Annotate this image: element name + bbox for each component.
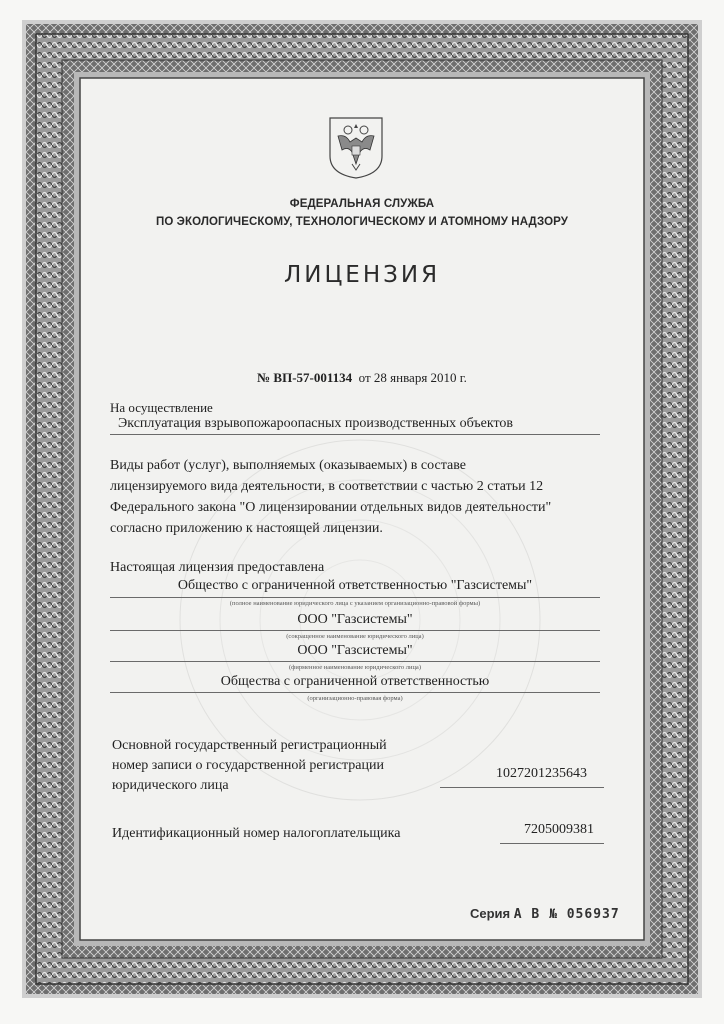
- series-number: [470, 906, 620, 922]
- series-value: А В № 056937: [513, 907, 620, 922]
- works-line-4: согласно приложению к настоящей лицензии.: [110, 521, 383, 536]
- short-name-underline: [110, 630, 600, 631]
- agency-name-line2: ПО ЭКОЛОГИЧЕСКОМУ, ТЕХНОЛОГИЧЕСКОМУ И АТОМНОМУ НАДЗОРУ: [155, 216, 569, 228]
- holder-label: Настоящая лицензия предоставлена: [110, 560, 325, 575]
- short-name-caption: (сокращенное наименование юридического лица): [286, 633, 424, 640]
- registration-number: 1027201235643: [496, 766, 587, 781]
- registration-label-1: Основной государственный регистрационный: [112, 738, 387, 753]
- license-number-line: [100, 370, 624, 386]
- full-name-caption: (полное наименование юридического лица с указанием организационно-правовой формы): [229, 600, 481, 607]
- inn-label: Идентификационный номер налогоплательщика: [112, 826, 401, 841]
- page-title: ЛИЦЕНЗИЯ: [283, 262, 441, 288]
- purpose-label: На осуществление: [110, 400, 213, 415]
- number-prefix: №: [257, 370, 271, 385]
- inn-underline: [500, 843, 604, 844]
- legal-form-underline: [110, 692, 600, 693]
- license-number: ВП-57-001134: [273, 370, 353, 385]
- works-line-1: Виды работ (услуг), выполняемых (оказываемых) в составе: [110, 458, 466, 473]
- registration-label-2: номер записи о государственной регистрации: [112, 758, 384, 773]
- brand-name-underline: [110, 661, 600, 662]
- full-name-underline: [110, 597, 600, 598]
- legal-form-caption: (организационно-правовая форма): [307, 695, 403, 702]
- series-label: Серия: [470, 906, 511, 921]
- inn-value: 7205009381: [524, 822, 594, 837]
- purpose-value: Эксплуатация взрывопожароопасных производственных объектов: [118, 416, 513, 431]
- purpose-underline: [110, 434, 600, 435]
- holder-short-name: ООО "Газсистемы": [297, 612, 413, 627]
- works-line-3: Федерального закона "О лицензировании отдельных видов деятельности": [110, 500, 552, 515]
- registration-underline: [440, 787, 604, 788]
- registration-label-3: юридического лица: [112, 778, 229, 793]
- holder-full-name: Общество с ограниченной ответственностью "Газсистемы": [177, 578, 533, 593]
- brand-name-caption: (фирменное наименование юридического лица): [289, 664, 421, 671]
- coat-of-arms-icon: [326, 116, 386, 180]
- holder-brand-name: ООО "Газсистемы": [297, 643, 413, 658]
- holder-legal-form: Общества с ограниченной ответственностью: [220, 674, 490, 689]
- works-line-2: лицензируемого вида деятельности, в соответствии с частью 2 статьи 12: [110, 479, 544, 494]
- agency-name-line1: ФЕДЕРАЛЬНАЯ СЛУЖБА: [289, 198, 435, 210]
- license-date: от 28 января 2010 г.: [358, 370, 467, 385]
